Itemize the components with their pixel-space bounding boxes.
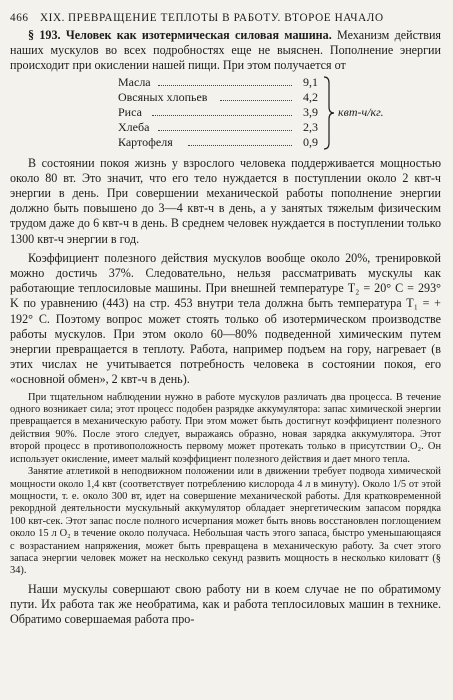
food-name: Масла (118, 74, 151, 89)
dot-leader (220, 100, 292, 101)
unit-label: квт-ч/кг. (338, 104, 384, 119)
small-paragraph-athletics: Занятие атлетикой в неподвижном положении или в движении требует подвода химической мощности около 1,4 квт (соответствует потреблению кислорода 4 л в минуту). Около 1/5 от этой мощности, т. е. около 300 вт, идет на совершение механической работы. Для кратковременной рекордной деятельности мускульный аккумулятор обладает энергетическим запасом порядка 100 квт-сек. Этот запас после полного исчерпания может быть вновь восстановлен поглощением около 15 л O₂ в течение около получаса. Небольшая часть этого запаса, быстро уменьшающаяся с возрастанием напряжения, может быть превращена в механическую работу. За счет этого запаса энергии человек может на несколько секунд развить мощность в несколько киловатт (§ 34). (10, 466, 441, 577)
dot-leader (158, 130, 292, 131)
section-intro (10, 28, 441, 74)
paragraph-rest-energy: В состоянии покоя жизнь у взрослого человека поддерживается мощностью около 80 вт. Это значит, что его тело нуждается в поступлении около 2 квт-ч энергии в день. При совершении механической работы пополнение энергии должно быть повышено до 3—4 квт-ч в день, а у занятых тяжелым физическим трудом даже до 6 квт-ч в день. В среднем человек нуждается в поступлении только 1300 квт-ч энергии в год. (10, 155, 441, 246)
chapter-title: ПРЕВРАЩЕНИЕ ТЕПЛОТЫ В РАБОТУ. ВТОРОЕ НАЧАЛО (68, 12, 384, 24)
section-title: § 193. Человек как изотермическая силовая машина. (28, 28, 332, 42)
table-row (118, 75, 318, 89)
table-row (118, 90, 318, 104)
section-intro-text: Механизм действия наших мускулов во всех подробностях еще не выяснен. Пополнение энергии происходит при окислении нашей пищи. При этом получается от (10, 28, 441, 73)
food-name: Хлеба (118, 119, 150, 134)
small-paragraph-processes: При тщательном наблюдении нужно в работе мускулов различать два процесса. В течение одного возникает сила; этот процесс подобен разрядке аккумулятора: запас химической энергии превращается в механическую работу. При этом может быть достигнут коэффициент полезного действия 90%. После этого следует, выражаясь образно, новая зарядка аккумулятора. Этот второй процесс в противоположность первому может протекать только в присутствии O₂. Он использует окисление, имеет малый коэффициент полезного действия и дает много тепла. (10, 391, 441, 465)
food-value: 9,1 (303, 74, 318, 89)
food-value: 4,2 (303, 89, 318, 104)
food-name: Картофеля (118, 134, 173, 149)
energy-table (10, 75, 441, 153)
table-row (118, 135, 318, 149)
chapter-number: XIX. (40, 12, 66, 24)
brace-icon (322, 75, 336, 151)
paragraph-efficiency: Коэффициент полезного действия мускулов вообще около 20%, тренировкой можно достичь 37%. Следовательно, нельзя рассматривать мускулы как работающие теплосиловые машины. При внешней температуре T₂ = 20° C = 293° K по уравнению (443) на стр. 453 внутри тела должна быть температура T₁ = + 192° C. Поэтому вопрос может стоять только об изотермическом производстве работы мускулов. При этом около 60—80% подведенной химическим путем энергии превращается в теплоту. Работа, например подъем на гору, нагревает (в этих числах не учитывается потребность человека в состоянии покоя, его «основной обмен», 2 квт-ч в день). (10, 250, 441, 387)
food-value: 2,3 (303, 119, 318, 134)
table-row (118, 105, 318, 119)
food-name: Овсяных хлопьев (118, 89, 208, 104)
food-name: Риса (118, 104, 142, 119)
running-header (10, 9, 441, 28)
dot-leader (188, 145, 292, 146)
table-row (118, 120, 318, 134)
paragraph-irreversible: Наши мускулы совершают свою работу ни в коем случае не по обратимому пути. Их работа так же необратима, как и работа теплосиловых машин в технике. Обратимо совершаемая работа про- (10, 581, 441, 627)
page-number: 466 (10, 12, 29, 24)
food-value: 3,9 (303, 104, 318, 119)
dot-leader (158, 85, 292, 86)
dot-leader (152, 115, 292, 116)
food-value: 0,9 (303, 134, 318, 149)
